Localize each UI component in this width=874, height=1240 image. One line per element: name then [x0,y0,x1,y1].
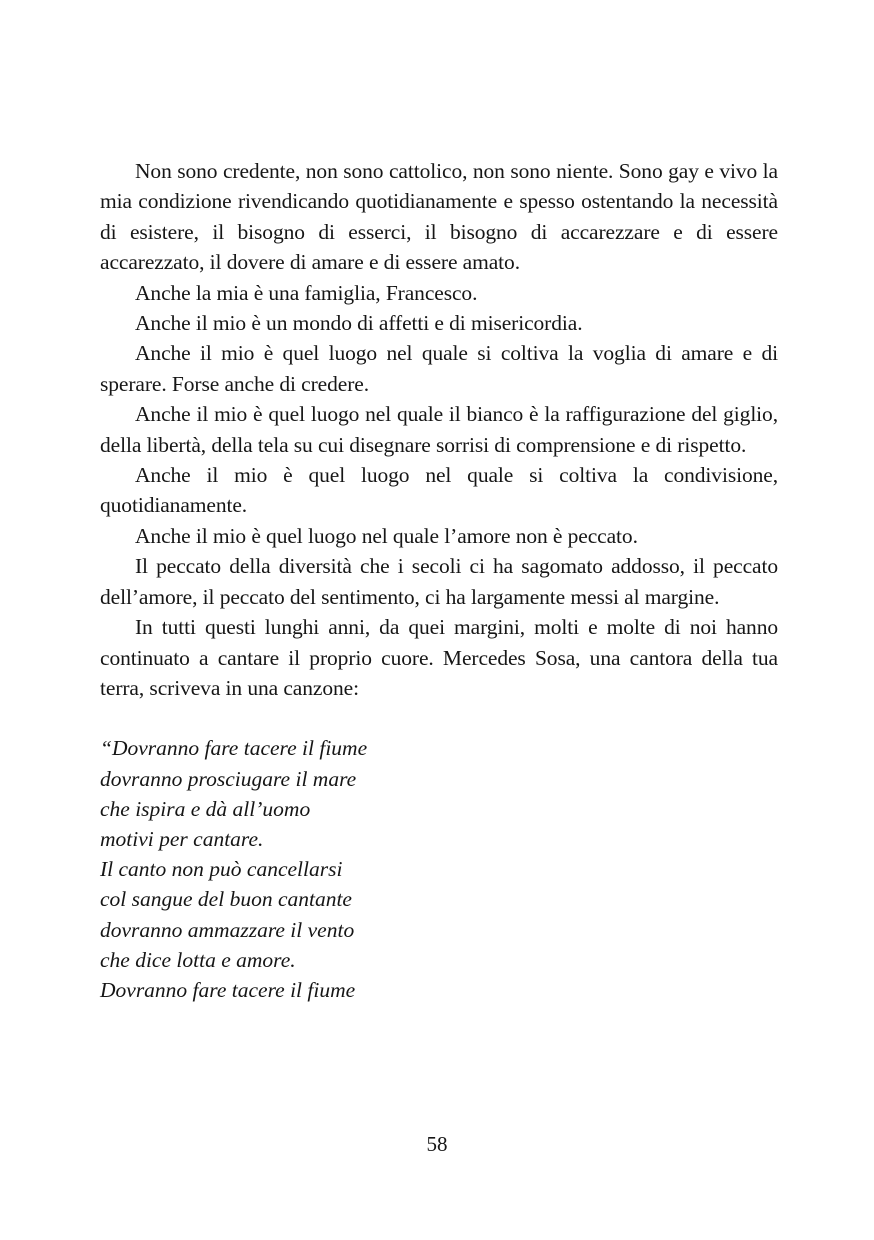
poem-line: che ispira e dà all’uomo [100,796,311,821]
poem-line: dovranno prosciugare il mare [100,766,357,791]
body-paragraph: Il peccato della diversità che i secoli ci ha sagomato addosso, il peccato dell’amore, il peccato del sentimento, ci ha largamente messi al margine. [100,554,778,609]
poem-line: Dovranno fare tacere il fiume [100,977,356,1002]
poem-line: col sangue del buon cantante [100,887,352,912]
poem-line: “Dovranno fare tacere il fiume [100,736,368,761]
text-block [100,156,778,1005]
body-paragraph: Anche il mio è quel luogo nel quale si coltiva la voglia di amare e di sperare. Forse anche di credere. [100,341,778,396]
body-paragraph: Anche il mio è un mondo di affetti e di misericordia. [135,311,583,336]
body-paragraph: Anche il mio è quel luogo nel quale si coltiva la condivisione, quotidianamente. [100,463,778,518]
poem-line: che dice lotta e amore. [100,947,296,972]
poem-line: motivi per cantare. [100,826,264,851]
body-paragraph: Non sono credente, non sono cattolico, non sono niente. Sono gay e vivo la mia condizione rivendicando quotidianamente e spesso ostentando la necessità di esistere, il bisogno di esserci, il bisogno di accarezzare e di essere accarezzato, il dovere di amare e di essere amato. [100,159,778,275]
poem-quotation [100,733,778,1005]
body-paragraph: Anche il mio è quel luogo nel quale l’amore non è peccato. [135,523,638,548]
page-number: 58 [426,1132,448,1156]
body-paragraph: Anche il mio è quel luogo nel quale il bianco è la raffigurazione del giglio, della libertà, della tela su cui disegnare sorrisi di comprensione e di rispetto. [100,402,778,457]
body-paragraph: Anche la mia è una famiglia, Francesco. [135,280,478,305]
body-paragraph: In tutti questi lunghi anni, da quei margini, molti e molte di noi hanno continuato a cantare il proprio cuore. Mercedes Sosa, una cantora della tua terra, scriveva in una canzone: [100,615,778,700]
poem-line: dovranno ammazzare il vento [100,917,355,942]
poem-line: Il canto non può cancellarsi [100,857,343,882]
